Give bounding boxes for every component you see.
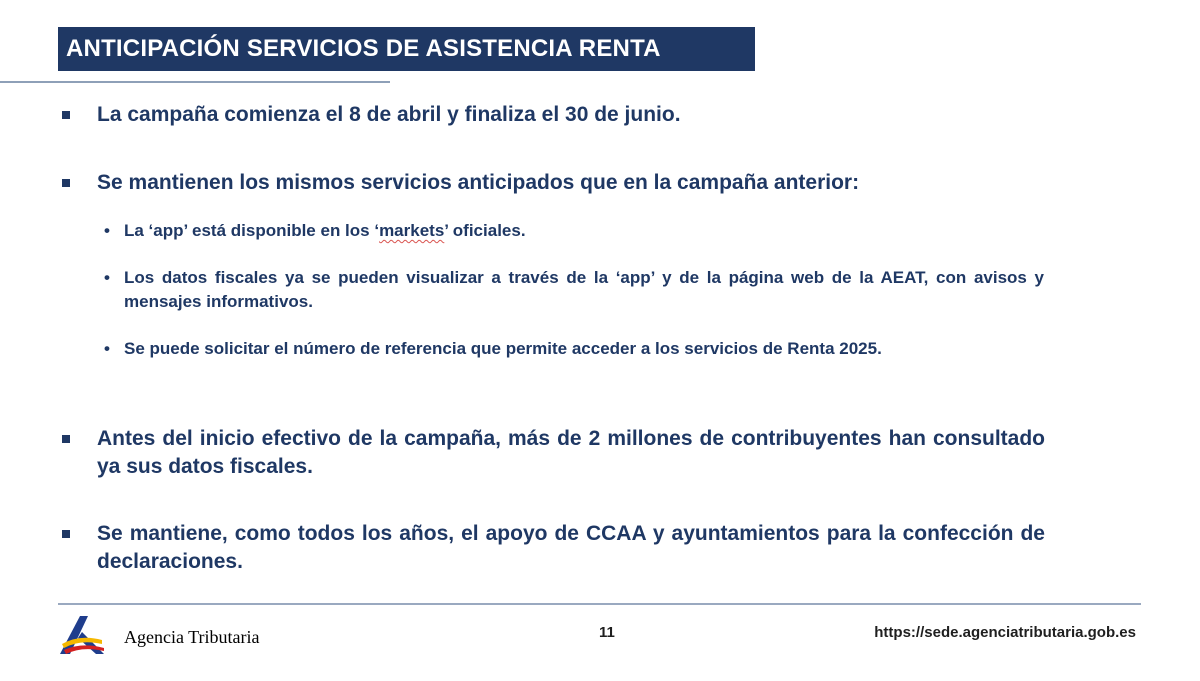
point-ccaa-support: Se mantiene, como todos los años, el apoyo de CCAA y ayuntamientos para la confección de declaraciones.	[97, 522, 1045, 573]
title-divider	[0, 81, 390, 83]
slide-title: ANTICIPACIÓN SERVICIOS DE ASISTENCIA RENTA	[66, 35, 661, 62]
subpoint-reference-bold: número de referencia	[293, 339, 467, 358]
subpoint-app-text-b: ’ oficiales.	[444, 221, 526, 240]
bullet-square-icon	[62, 179, 70, 187]
subpoint-fiscal-text-b: ya se pueden visualizar a través de la ‘app’ y de la página web de la AEAT, con avisos y mensajes informativos.	[124, 268, 1044, 311]
bullet-dot-icon: •	[104, 339, 110, 358]
point-services-maintained: Se mantienen los mismos servicios anticipados que en la campaña anterior:	[97, 171, 860, 194]
bullet-dot-icon: •	[104, 221, 110, 240]
bullet-square-icon	[62, 111, 70, 119]
point-taxpayers-consulted: Antes del inicio efectivo de la campaña, más de 2 millones de contribuyentes han consultado ya sus datos fiscales.	[97, 427, 1045, 478]
bullet-square-icon	[62, 530, 70, 538]
subpoint-reference-text-b: que permite acceder a los servicios de Renta 2025.	[466, 339, 882, 358]
bullet-square-icon	[62, 435, 70, 443]
bullet-dot-icon: •	[104, 268, 110, 287]
subpoint-reference-number	[124, 337, 1044, 361]
agencia-tributaria-logo-icon	[58, 614, 108, 658]
organization-name: Agencia Tributaria	[124, 627, 260, 647]
slide-title-banner	[58, 27, 755, 71]
footer-divider	[58, 603, 1141, 605]
subpoint-fiscal-data	[124, 266, 1044, 314]
point-campaign-dates: La campaña comienza el 8 de abril y finaliza el 30 de junio.	[97, 103, 681, 126]
spellcheck-word: markets	[379, 221, 445, 240]
subpoint-fiscal-text-a: Los	[124, 268, 162, 287]
subpoint-app-text-a: La ‘app’ está disponible en los ‘	[124, 221, 380, 240]
page-number: 11	[599, 624, 615, 641]
subpoint-app	[124, 219, 1044, 243]
subpoint-reference-text-a: Se puede solicitar el	[124, 339, 294, 358]
footer-url: https://sede.agenciatributaria.gob.es	[874, 624, 1136, 641]
subpoint-fiscal-bold: datos fiscales	[161, 268, 278, 287]
